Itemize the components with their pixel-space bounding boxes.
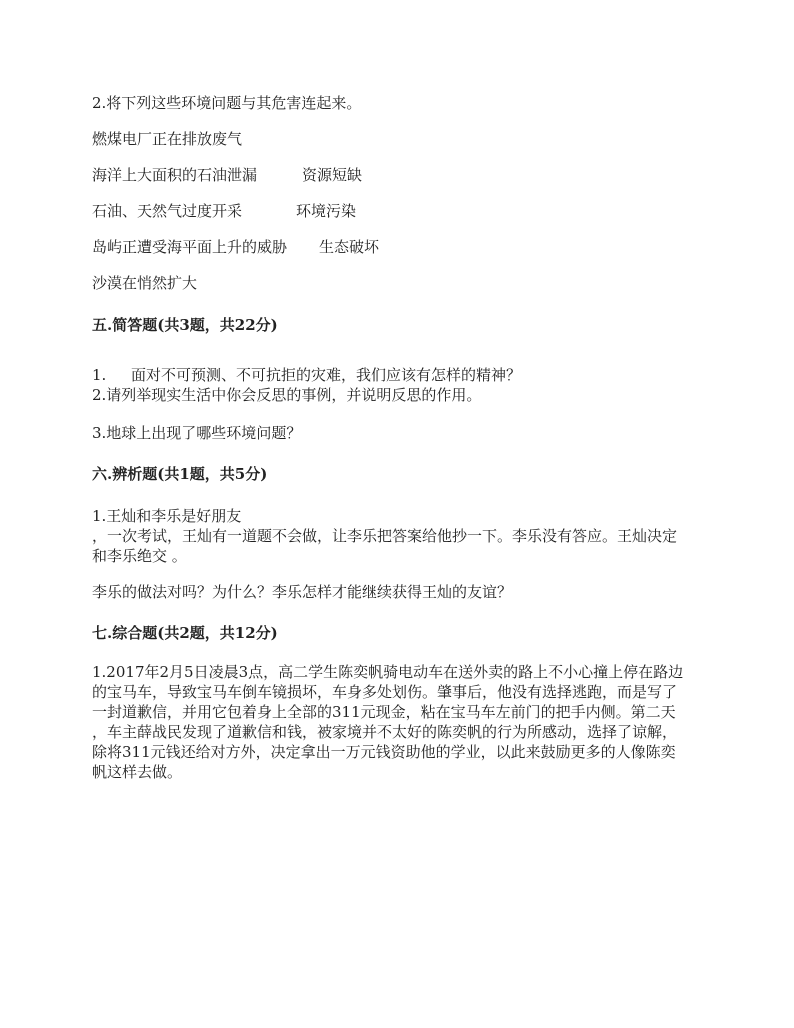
paragraph-line: ，车主薛战民发现了道歉信和钱，被家境并不太好的陈奕帆的行为所感动，选择了谅解， (92, 723, 678, 741)
section-title: 五.简答题(共3题，共22分) (92, 316, 278, 334)
paragraph-line: 除将311元钱还给对方外，决定拿出一万元钱资助他的学业，以此来鼓励更多的人像陈奕 (92, 743, 676, 761)
paragraph-line: 一封道歉信，并用它包着身上全部的311元现金，粘在宝马车左前门的把手内侧。第二天 (92, 703, 676, 721)
question-text: 3.地球上出现了哪些环境问题？ (92, 424, 302, 442)
question-prompt: 2.将下列这些环境问题与其危害连起来。 (92, 94, 362, 112)
problem-item: 沙漠在悄然扩大 (92, 274, 198, 292)
question-number: 1. (92, 366, 107, 384)
problem-item: 岛屿正遭受海平面上升的威胁 (92, 238, 288, 256)
question-text: ，一次考试，王灿有一道题不会做，让李乐把答案给他抄一下。李乐没有答应。王灿决定 (92, 527, 678, 545)
harm-item: 生态破坏 (319, 238, 380, 256)
problem-item: 燃煤电厂正在排放废气 (92, 130, 243, 148)
problem-item: 海洋上大面积的石油泄漏 (92, 166, 258, 184)
problem-item: 石油、天然气过度开采 (92, 202, 243, 220)
question-text: 李乐的做法对吗？为什么？李乐怎样才能继续获得王灿的友谊？ (92, 583, 513, 601)
harm-item: 环境污染 (296, 202, 357, 220)
question-text: 面对不可预测、不可抗拒的灾难，我们应该有怎样的精神？ (131, 366, 522, 384)
question-text: 1.王灿和李乐是好朋友 (92, 507, 242, 525)
question-text: 2.请列举现实生活中你会反思的事例，并说明反思的作用。 (92, 386, 482, 404)
paragraph-line: 的宝马车，导致宝马车倒车镜损坏，车身多处划伤。肇事后，他没有选择逃跑，而是写了 (92, 683, 678, 701)
harm-item: 资源短缺 (302, 166, 363, 184)
question-text: 和李乐绝交 。 (92, 547, 187, 565)
section-title: 六.辨析题(共1题，共5分) (92, 465, 268, 483)
paragraph-line: 帆这样去做。 (92, 763, 183, 781)
paragraph-line: 1.2017年2月5日凌晨3点，高二学生陈奕帆骑电动车在送外卖的路上不小心撞上停在路边 (92, 663, 684, 681)
section-title: 七.综合题(共2题，共12分) (92, 624, 278, 642)
